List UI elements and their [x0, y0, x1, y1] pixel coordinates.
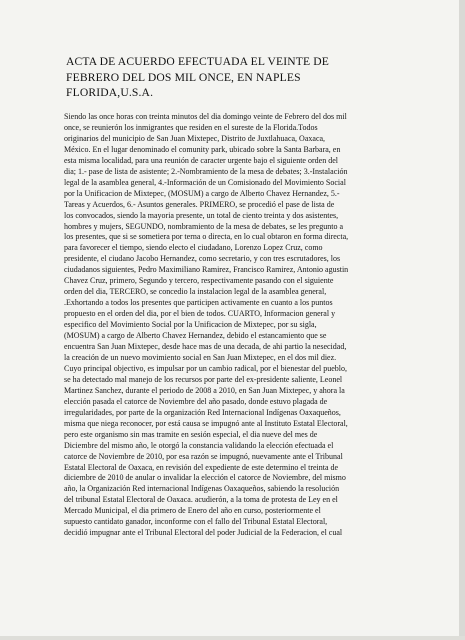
- page-bottom-edge: [0, 636, 465, 640]
- title-line: FLORIDA,U.S.A.: [66, 86, 154, 99]
- body-line: los presentes, que si se sometiera por terna o directa, en lo cual obtaron en forma directa,: [64, 232, 349, 242]
- body-line: Martinez Sanchez, durante el periodo de 2008 a 2010, en San Juan Mixtepec, y ahora la: [64, 385, 345, 395]
- body-line: originarios del municipio de San Juan Mixtepec, Distrito de Juxtlahuaca, Oaxaca,: [64, 133, 326, 143]
- body-line: legal de la asamblea general, 4.-Información de un Comisionado del Movimiento Social: [64, 177, 346, 187]
- body-line: propuesto en el orden del dia, por el bien de todos. CUARTO, Informacion general y: [64, 309, 336, 319]
- body-line: la creación de un nuevo movimiento social en San Juan Mixtepec, en el dos mil diez.: [64, 352, 337, 362]
- body-line: elección pasada el catorce de Noviembre del año pasado, donde estuvo plagada de: [64, 396, 328, 406]
- body-line: presidente, el ciudano Jacobo Hernandez, como secretario, y con tres escrutadores, los: [64, 254, 341, 264]
- body-line: especifico del Movimiento Social por la Unificacion de Mixtepec, por su sigla,: [64, 320, 317, 330]
- body-line: dia; 1.- pase de lista de asistente; 2.-Nombramiento de la mesa de debates; 3.-Instalación: [64, 166, 348, 176]
- body-line: irregularidades, por parte de la organización Red Internacional Indígenas Oaxaqueños,: [64, 407, 341, 417]
- body-line: Siendo las once horas con treinta minutos del dia domingo veinte de Febrero del dos mil: [64, 112, 347, 121]
- body-line: Cuyo principal objectivo, es impulsar por un cambio radical, por el bienestar del pueblo,: [64, 363, 348, 373]
- body-line: del tribunal Estatal Electoral de Oaxaca. acudierón, a la toma de protesta de Ley en el: [64, 495, 338, 505]
- body-line: supuesto cantidato ganador, inconforme con el fallo del Tribunal Estatal Electoral,: [64, 517, 328, 527]
- body-line: Chavez Cruz, primero, Segundo y tercero, respectivamente pasando con el siguiente: [64, 276, 334, 286]
- body-line: catorce de Noviembre de 2010, por esa razón se impugnó, nuevamente ante el Tribunal: [64, 451, 343, 461]
- document-body: [64, 112, 450, 539]
- body-line: Tareas y Acuerdos, 6.- Asuntos generales. PRIMERO, se procedió el pase de lista de: [64, 199, 335, 209]
- body-line: hombres y mujers, SEGUNDO, nombramiento de la mesa de debates, se les pregunto a: [64, 221, 344, 231]
- body-line: decidió impugnar ante el Tribunal Electoral del poder Judicial de la Federacion, el cual: [64, 528, 343, 538]
- title-line: ACTA DE ACUERDO EFECTUADA EL VEINTE DE: [66, 55, 330, 68]
- body-line: Diciembre del mismo año, le otorgó la constancia validando la elección efectuada el: [64, 440, 334, 450]
- body-line: los convocados, siendo la mayoria presente, un total de ciento treinta y dos asistentes,: [64, 210, 339, 220]
- body-line: ciudadanos siguientes, Pedro Maximiliano Ramirez, Francisco Ramirez, Antonio agustin: [64, 265, 349, 275]
- body-line: México. En el lugar denominado el comunity park, ubicado sobre la Santa Barbara, en: [64, 144, 341, 154]
- body-line: Estatal Electoral de Oaxaca, en revisión del expediente de este determino el treinta de: [64, 462, 339, 472]
- body-line: pero este organismo sin mas tramite en sesión especial, el dia nueve del mes de: [64, 429, 318, 439]
- body-line: encuentra San Juan Mixtepec, desde hace mas de una decada, de ahi partio la nesecidad,: [64, 342, 347, 352]
- body-line: por la Unificacion de Mixtepec, (MOSUM) a cargo de Alberto Chavez Hernandez, 5.-: [64, 188, 340, 198]
- body-line: (MOSUM) a cargo de Alberto Chavez Hernandez, debido el estancamiento que se: [64, 331, 327, 341]
- body-line: esta misma localidad, para una reunión de caracter urgente bajo el siguiente orden del: [64, 155, 338, 165]
- body-line: misma que niega reconocer, por está causa se impugnó ante al Instituto Estatal Electoral,: [64, 418, 348, 428]
- document-title: [66, 54, 436, 101]
- title-line: FEBRERO DEL DOS MIL ONCE, EN NAPLES: [66, 70, 301, 84]
- body-line: orden del dia, TERCERO, se concedio la instalacion legal de la asamblea general,: [64, 287, 327, 297]
- body-line: Mercado Municipal, el dia primero de Enero del año en curso, posteriormente el: [64, 506, 321, 516]
- page-edge-shadow: [459, 0, 465, 640]
- body-line: año, la Organización Red internacional Indígenas Oaxaqueños, sabiendo la resolución: [64, 484, 340, 494]
- body-line: once, se reunierón los inmigrantes que residen en el sureste de la Florida.Todos: [64, 122, 318, 132]
- body-line: para favorecer el tiempo, siendo electo el ciudadano, Lorenzo Lopez Cruz, como: [64, 243, 323, 253]
- body-line: .Exhortando a todos los presentes que participen activamente en cuanto a los puntos: [64, 298, 333, 308]
- body-line: diciembre de 2010 de anular o invalidar la elección el catorce de Noviembre, del mismo: [64, 473, 346, 483]
- body-line: se ha detectado mal manejo de los recursos por parte del ex-presidente saliente, Leonel: [64, 374, 343, 384]
